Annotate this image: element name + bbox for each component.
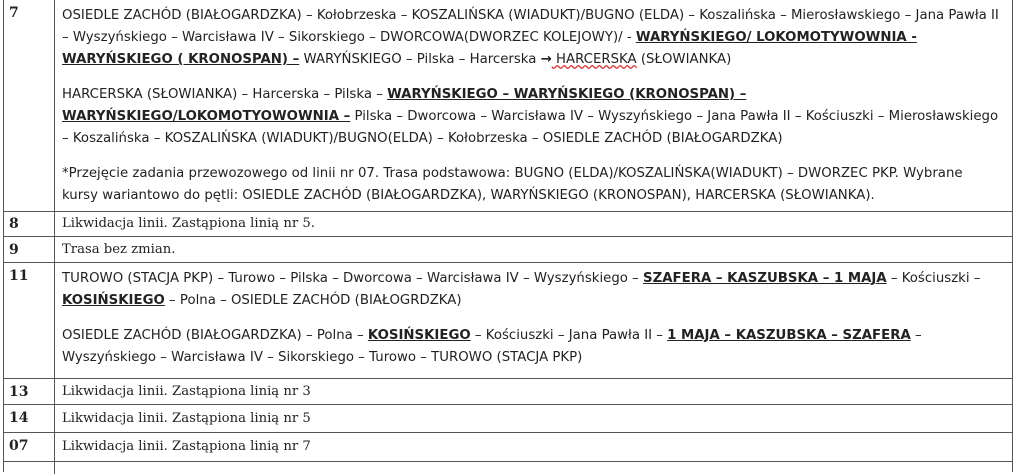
- table-row: [4, 433, 1012, 462]
- route-outbound: [62, 268, 1002, 312]
- route-segment: *Przejęcie zadania przewozowego od linii nr 07. Trasa podstawowa: BUGNO (ELDA)/KOSZALIŃSKA(WIADUKT) – DWORZEC PKP. Wybrane kursy wariantowo do pętli: OSIEDLE ZACHÓD (BIAŁOGARDZKA), WARYŃSKIEGO (KRONOSPAN), HARCERSKA (SŁOWIANKA).: [62, 166, 963, 203]
- route-change-segment: WARYŃSKIEGO/ LOKOMOTYWOWNIA - WARYŃSKIEGO ( KRONOSPAN) –: [62, 30, 917, 67]
- route-note: [62, 163, 1002, 207]
- route-segment: – Kościuszki – Jana Pawła II –: [470, 328, 668, 343]
- column-divider: [54, 462, 55, 474]
- route-segment: TUROWO (STACJA PKP) – Turowo – Pilska – Dworcowa – Warcisława IV – Wyszyńskiego –: [62, 271, 644, 286]
- line-number: 07: [9, 438, 29, 454]
- column-divider: [54, 237, 55, 262]
- route-segment: WARYŃSKIEGO – Pilska – Harcerska: [299, 52, 541, 67]
- column-divider: [54, 263, 55, 378]
- column-divider: [54, 433, 55, 461]
- table-row: [4, 237, 1012, 263]
- route-segment: – Wyszyńskiego – Warcisława IV – Sikorskiego – Turowo – TUROWO (STACJA PKP): [62, 328, 922, 365]
- route-segment: HARCERSKA: [551, 52, 637, 67]
- route-change-segment: KOSIŃSKIEGO: [367, 328, 471, 343]
- table-row: [4, 379, 1012, 405]
- route-change-segment: SZAFERA – KASZUBSKA – 1 MAJA: [643, 271, 887, 286]
- route-segment: – Kościuszki –: [886, 271, 981, 286]
- route-return: [62, 84, 1002, 150]
- line-number: 8: [9, 216, 19, 232]
- table-row: [4, 211, 1012, 237]
- route-description: Likwidacja linii. Zastąpiona linią nr 5: [62, 411, 311, 426]
- line-number: 11: [9, 268, 29, 284]
- arrow-icon: →: [540, 52, 552, 67]
- route-segment: Pilska – Dworcowa – Warcisława IV – Wyszyńskiego – Jana Pawła II – Kościuszki – Mierosławskiego – Koszalińska – KOSZALIŃSKA (WIADUKT)/BUGNO(ELDA) – Kołobrzeska – OSIEDLE ZACHÓD (BIAŁOGARDZKA): [62, 109, 999, 146]
- route-change-segment: 1 MAJA – KASZUBSKA – SZAFERA: [667, 328, 911, 343]
- route-description: Likwidacja linii. Zastąpiona linią nr 3: [62, 384, 311, 399]
- line-number: 13: [9, 384, 29, 400]
- route-segment: (SŁOWIANKA): [636, 52, 732, 67]
- routes-table: [3, 0, 1013, 472]
- line-number: 7: [9, 5, 19, 21]
- route-description: Likwidacja linii. Zastąpiona linią nr 7: [62, 439, 311, 454]
- route-segment: OSIEDLE ZACHÓD (BIAŁOGARDZKA) – Polna –: [62, 328, 368, 343]
- route-description: [62, 5, 1002, 207]
- table-row-partial: [4, 462, 1012, 474]
- line-number: 14: [9, 410, 29, 426]
- route-description: [62, 268, 1002, 369]
- table-row: [4, 263, 1012, 379]
- route-segment: – Polna – OSIEDLE ZACHÓD (BIAŁOGRDZKA): [164, 293, 462, 308]
- line-number: 9: [9, 242, 19, 258]
- table-row: [4, 0, 1012, 212]
- route-description: Trasa bez zmian.: [62, 242, 176, 257]
- column-divider: [54, 0, 55, 211]
- route-outbound: [62, 5, 1002, 71]
- column-divider: [54, 211, 55, 236]
- route-segment: HARCERSKA (SŁOWIANKA) – Harcerska – Pilska –: [62, 87, 388, 102]
- table-row: [4, 405, 1012, 433]
- route-return: [62, 325, 1002, 369]
- route-segment: OSIEDLE ZACHÓD (BIAŁOGARDZKA) – Kołobrzeska – KOSZALIŃSKA (WIADUKT)/BUGNO (ELDA) – Koszalińska – Mierosławskiego – Jana Pawła II – Wyszyńskiego – Warcisława IV – Sikorskiego – DWORCOWA(DWORZEC KOLEJOWY)/ -: [62, 8, 999, 45]
- column-divider: [54, 405, 55, 432]
- route-change-segment: WARYŃSKIEGO – WARYŃSKIEGO (KRONOSPAN) – WARYŃSKIEGO/LOKOMOTYOWOWNIA –: [62, 87, 747, 124]
- column-divider: [54, 379, 55, 404]
- route-change-segment: KOSIŃSKIEGO: [62, 293, 165, 308]
- route-description: Likwidacja linii. Zastąpiona linią nr 5.: [62, 216, 315, 231]
